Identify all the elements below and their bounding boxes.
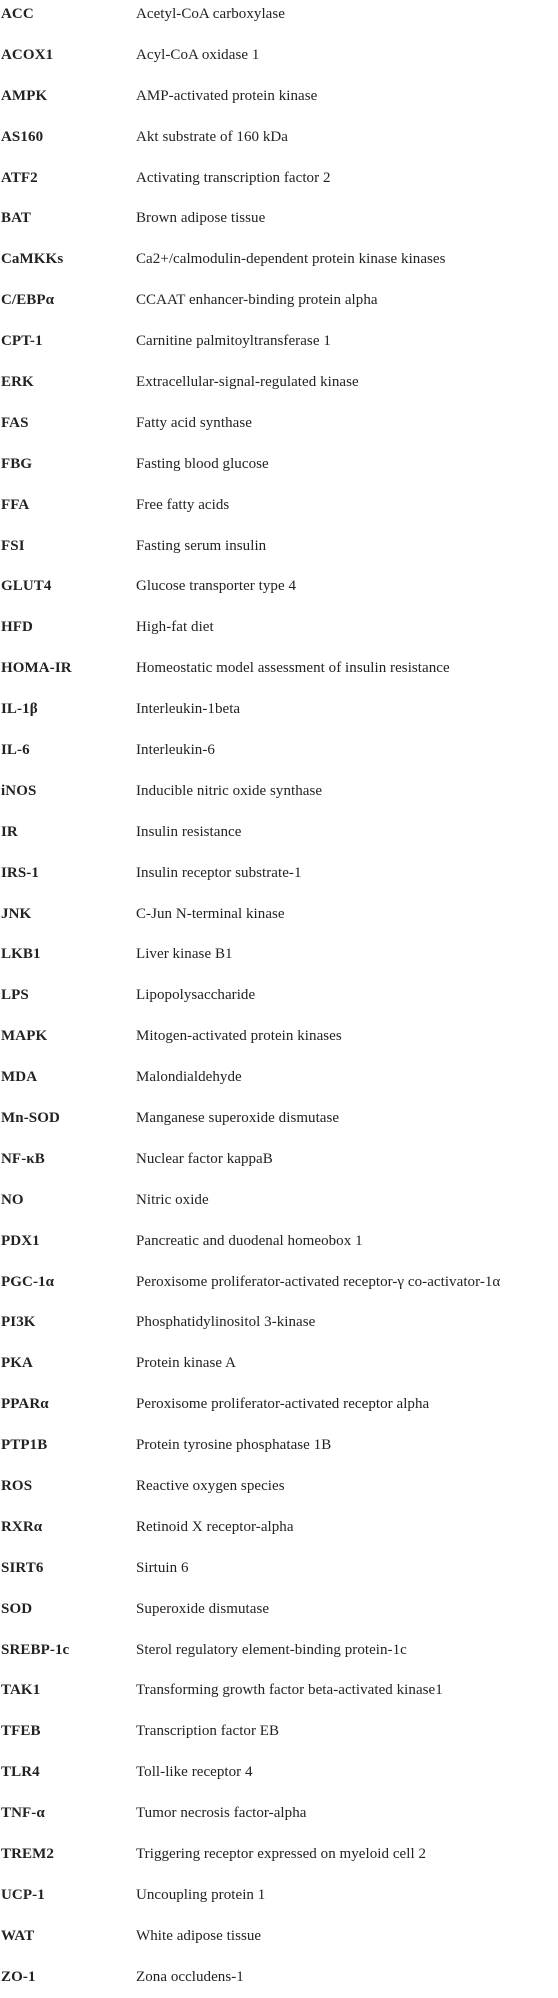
abbreviation-term: GLUT4 xyxy=(1,578,52,595)
abbreviation-definition: Extracellular-signal-regulated kinase xyxy=(136,373,359,390)
abbreviation-term: ACOX1 xyxy=(1,46,54,63)
abbreviation-term: IRS-1 xyxy=(1,864,40,881)
abbreviation-row xyxy=(0,1139,558,1180)
abbreviation-row xyxy=(0,1630,558,1671)
abbreviation-definition: Glucose transporter type 4 xyxy=(136,578,297,595)
abbreviation-row xyxy=(0,0,558,35)
abbreviation-term: TNF-α xyxy=(1,1805,45,1822)
abbreviation-term: LPS xyxy=(1,987,29,1004)
abbreviation-row xyxy=(0,76,558,117)
abbreviation-term: IL-6 xyxy=(1,741,30,758)
abbreviation-definition: Malondialdehyde xyxy=(136,1069,242,1086)
abbreviation-definition: Homeostatic model assessment of insulin resistance xyxy=(136,660,450,677)
abbreviation-term: IR xyxy=(1,823,18,840)
abbreviation-definition: Peroxisome proliferator-activated receptor-γ co-activator-1α xyxy=(136,1273,501,1290)
abbreviation-definition: Uncoupling protein 1 xyxy=(136,1886,266,1903)
abbreviation-row xyxy=(0,812,558,853)
abbreviation-definition: Reactive oxygen species xyxy=(136,1478,285,1494)
abbreviation-term: MAPK xyxy=(1,1028,48,1045)
abbreviation-definition: Interleukin-6 xyxy=(136,741,215,758)
abbreviation-definition: Liver kinase B1 xyxy=(136,946,233,963)
abbreviation-definition: Sirtuin 6 xyxy=(136,1559,189,1576)
abbreviation-term: FBG xyxy=(1,455,33,472)
abbreviation-definition: High-fat diet xyxy=(136,619,214,636)
abbreviation-row xyxy=(0,853,558,894)
abbreviation-term: SOD xyxy=(1,1600,33,1617)
abbreviation-row xyxy=(0,280,558,321)
abbreviation-definition: Fatty acid synthase xyxy=(136,414,252,431)
abbreviation-term: UCP-1 xyxy=(1,1886,45,1903)
abbreviation-term: TFEB xyxy=(1,1723,41,1740)
abbreviation-row xyxy=(0,117,558,158)
abbreviation-term: FFA xyxy=(1,496,30,513)
abbreviation-row xyxy=(0,934,558,975)
abbreviation-definition: Insulin resistance xyxy=(136,823,242,840)
abbreviation-term: Mn-SOD xyxy=(1,1109,60,1126)
abbreviation-row xyxy=(0,1466,558,1507)
abbreviation-row xyxy=(0,1916,558,1957)
abbreviation-row xyxy=(0,1262,558,1303)
abbreviation-row xyxy=(0,1507,558,1548)
abbreviation-term: NF-κB xyxy=(1,1150,45,1167)
abbreviation-term: MDA xyxy=(1,1069,38,1086)
abbreviation-definition: Protein kinase A xyxy=(136,1355,236,1372)
abbreviation-definition: Akt substrate of 160 kDa xyxy=(136,128,289,145)
abbreviation-term: ROS xyxy=(1,1478,33,1494)
abbreviation-term: ATF2 xyxy=(1,169,38,186)
abbreviation-row xyxy=(0,1098,558,1139)
abbreviation-definition: Protein tyrosine phosphatase 1B xyxy=(136,1437,332,1454)
abbreviation-row xyxy=(0,239,558,280)
abbreviation-definition: Toll-like receptor 4 xyxy=(136,1764,253,1781)
abbreviation-row xyxy=(0,158,558,199)
abbreviation-row xyxy=(0,1180,558,1221)
abbreviation-row xyxy=(0,607,558,648)
abbreviation-row xyxy=(0,485,558,526)
abbreviation-row xyxy=(0,1589,558,1630)
abbreviation-row xyxy=(0,1671,558,1712)
abbreviation-definition: Retinoid X receptor-alpha xyxy=(136,1518,294,1535)
abbreviation-definition: Free fatty acids xyxy=(136,496,230,513)
abbreviation-term: RXRα xyxy=(1,1518,43,1535)
abbreviation-term: FSI xyxy=(1,537,25,554)
abbreviation-definition: Acetyl-CoA carboxylase xyxy=(136,5,285,22)
abbreviation-definition: C-Jun N-terminal kinase xyxy=(136,905,285,922)
abbreviation-term: ZO-1 xyxy=(1,1968,36,1985)
abbreviation-row xyxy=(0,1343,558,1384)
abbreviation-row xyxy=(0,1875,558,1916)
abbreviation-term: CaMKKs xyxy=(1,251,64,268)
abbreviation-row xyxy=(0,1752,558,1793)
abbreviation-definition: Acyl-CoA oxidase 1 xyxy=(136,46,260,63)
abbreviation-definition: Ca2+/calmodulin-dependent protein kinase kinases xyxy=(136,251,446,268)
abbreviation-definition: AMP-activated protein kinase xyxy=(136,87,318,104)
abbreviation-definition: CCAAT enhancer-binding protein alpha xyxy=(136,292,378,309)
abbreviation-definition: Superoxide dismutase xyxy=(136,1600,270,1617)
abbreviation-row xyxy=(0,1425,558,1466)
abbreviation-row xyxy=(0,1016,558,1057)
abbreviation-row xyxy=(0,1957,558,1998)
abbreviation-row xyxy=(0,198,558,239)
abbreviation-term: JNK xyxy=(1,905,32,922)
abbreviation-row xyxy=(0,1221,558,1262)
abbreviation-definition: White adipose tissue xyxy=(136,1927,262,1944)
abbreviation-term: AMPK xyxy=(1,87,48,104)
abbreviation-definition: Sterol regulatory element-binding protein-1c xyxy=(136,1641,407,1658)
abbreviation-definition: Brown adipose tissue xyxy=(136,210,266,227)
abbreviation-definition: Mitogen-activated protein kinases xyxy=(136,1028,342,1045)
abbreviation-definition: Carnitine palmitoyltransferase 1 xyxy=(136,333,331,350)
abbreviation-row xyxy=(0,566,558,607)
abbreviation-definition: Triggering receptor expressed on myeloid cell 2 xyxy=(136,1846,427,1863)
abbreviation-term: IL-1β xyxy=(1,701,38,718)
abbreviation-definition: Nuclear factor kappaB xyxy=(136,1150,273,1167)
abbreviation-row xyxy=(0,689,558,730)
abbreviation-definition: Phosphatidylinositol 3-kinase xyxy=(136,1314,316,1331)
abbreviation-row xyxy=(0,1548,558,1589)
abbreviation-definition: Fasting serum insulin xyxy=(136,537,267,554)
abbreviation-row xyxy=(0,1711,558,1752)
abbreviation-definition: Zona occludens-1 xyxy=(136,1968,244,1985)
abbreviation-term: C/EBPα xyxy=(1,292,55,309)
abbreviation-definition: Peroxisome proliferator-activated receptor alpha xyxy=(136,1396,430,1413)
abbreviation-row xyxy=(0,1834,558,1875)
abbreviation-definition: Transcription factor EB xyxy=(136,1723,280,1740)
abbreviation-row xyxy=(0,1303,558,1344)
abbreviation-definition: Tumor necrosis factor-alpha xyxy=(136,1805,307,1822)
abbreviation-definition: Activating transcription factor 2 xyxy=(136,169,331,186)
abbreviation-row xyxy=(0,771,558,812)
abbreviation-term: AS160 xyxy=(1,128,44,145)
abbreviation-term: BAT xyxy=(1,210,32,227)
abbreviation-term: WAT xyxy=(1,1927,35,1944)
abbreviation-row xyxy=(0,321,558,362)
abbreviation-term: PI3K xyxy=(1,1314,36,1331)
abbreviation-term: iNOS xyxy=(1,782,37,799)
abbreviation-definition: Insulin receptor substrate-1 xyxy=(136,864,302,881)
abbreviation-term: TLR4 xyxy=(1,1764,40,1781)
abbreviation-row xyxy=(0,1793,558,1834)
abbreviation-definition: Pancreatic and duodenal homeobox 1 xyxy=(136,1232,363,1249)
abbreviation-term: TAK1 xyxy=(1,1682,41,1699)
abbreviation-definition: Manganese superoxide dismutase xyxy=(136,1109,340,1126)
abbreviation-term: LKB1 xyxy=(1,946,41,963)
abbreviation-row xyxy=(0,648,558,689)
abbreviation-row xyxy=(0,730,558,771)
abbreviation-term: HOMA-IR xyxy=(1,660,72,677)
abbreviation-row xyxy=(0,526,558,567)
abbreviation-term: SREBP-1c xyxy=(1,1641,70,1658)
abbreviation-term: PGC-1α xyxy=(1,1273,55,1290)
abbreviation-term: PKA xyxy=(1,1355,33,1372)
abbreviation-definition: Lipopolysaccharide xyxy=(136,987,256,1004)
abbreviation-row xyxy=(0,403,558,444)
abbreviation-row xyxy=(0,444,558,485)
abbreviation-term: CPT-1 xyxy=(1,333,43,350)
abbreviation-term: TREM2 xyxy=(1,1846,54,1863)
abbreviation-definition: Nitric oxide xyxy=(136,1191,209,1208)
abbreviation-term: ERK xyxy=(1,373,34,390)
abbreviation-row xyxy=(0,1057,558,1098)
abbreviation-row xyxy=(0,35,558,76)
abbreviation-row xyxy=(0,362,558,403)
abbreviation-term: PDX1 xyxy=(1,1232,40,1249)
abbreviation-row xyxy=(0,894,558,935)
abbreviation-term: PTP1B xyxy=(1,1437,48,1454)
abbreviation-definition: Transforming growth factor beta-activated kinase1 xyxy=(136,1682,443,1699)
abbreviation-term: PPARα xyxy=(1,1396,49,1413)
abbreviation-definition: Interleukin-1beta xyxy=(136,701,241,718)
abbreviation-term: SIRT6 xyxy=(1,1559,44,1576)
abbreviation-row xyxy=(0,975,558,1016)
abbreviation-definition: Fasting blood glucose xyxy=(136,455,269,472)
abbreviation-term: HFD xyxy=(1,619,33,636)
abbreviation-definition: Inducible nitric oxide synthase xyxy=(136,782,323,799)
abbreviation-term: NO xyxy=(1,1191,24,1208)
abbreviation-term: ACC xyxy=(1,5,34,22)
abbreviation-row xyxy=(0,1384,558,1425)
abbreviation-term: FAS xyxy=(1,414,29,431)
